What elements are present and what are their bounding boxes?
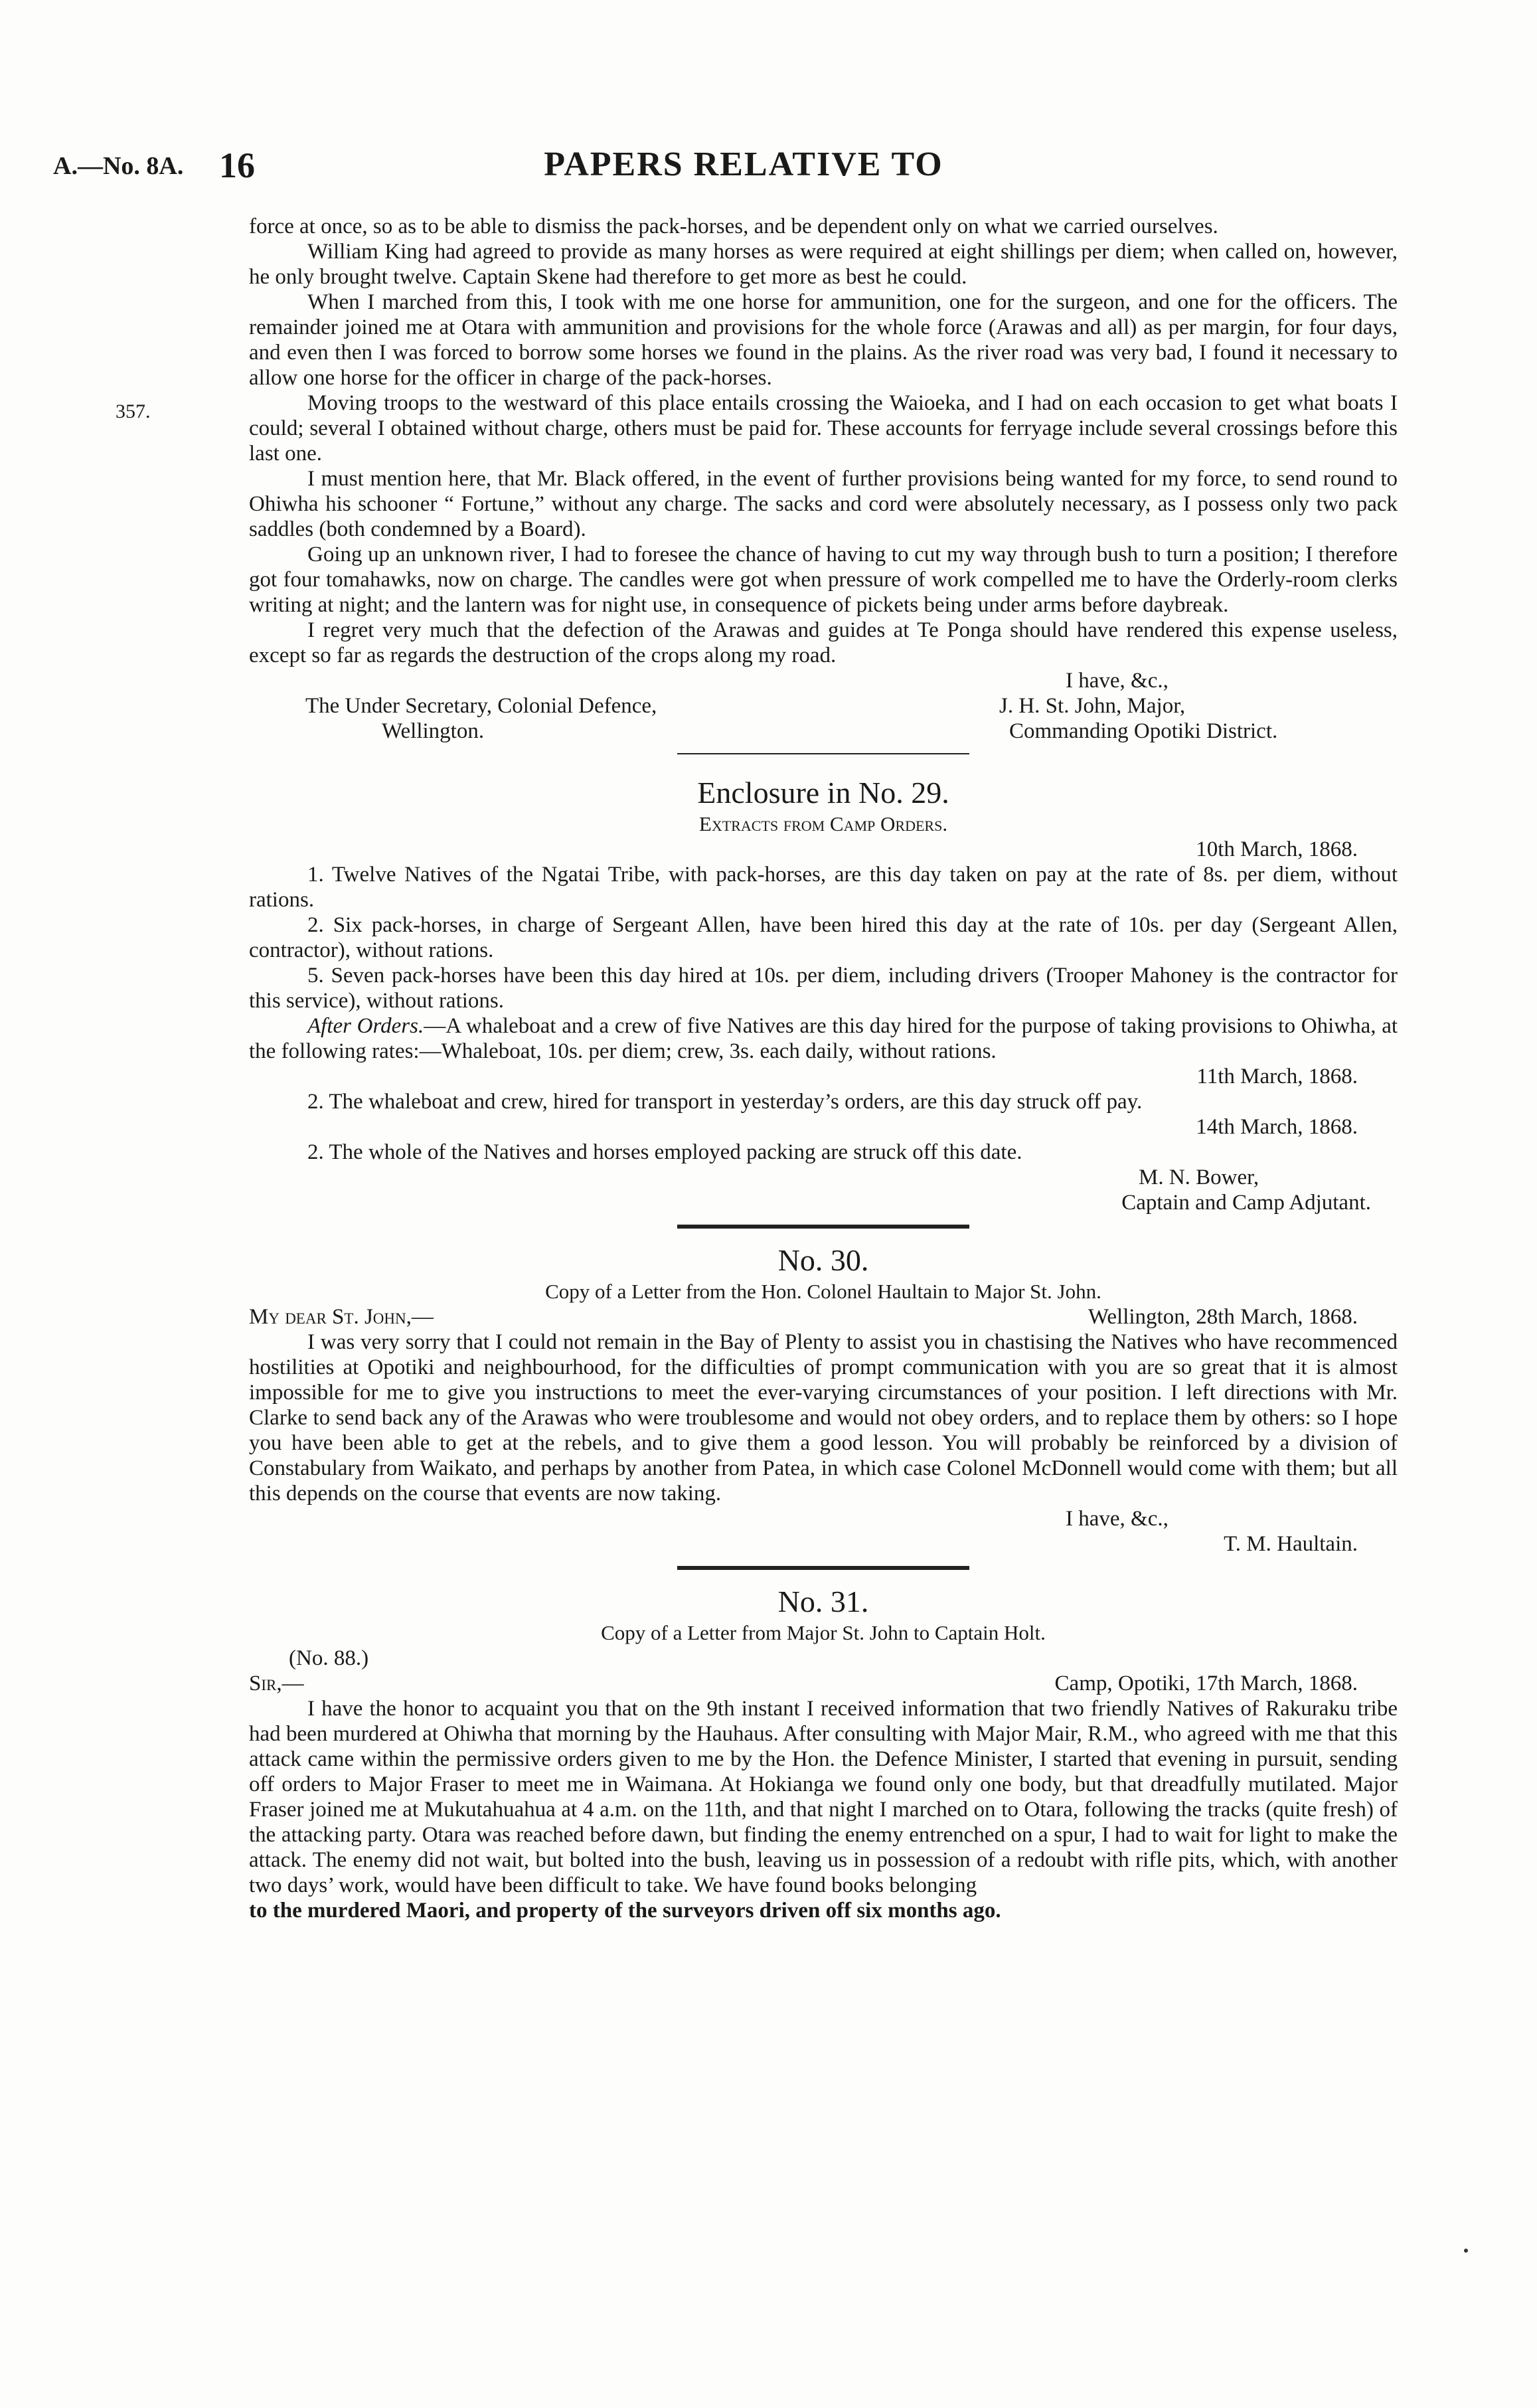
order-item: 2. Six pack-horses, in charge of Sergeant Allen, have been hired this day at the rate of 10s. per day (Sergeant Allen, contractor), without rations. — [249, 913, 1398, 962]
salutation-line — [249, 1304, 1398, 1330]
order-date: 11th March, 1868. — [1196, 1065, 1358, 1088]
section-heading: No. 31. — [777, 1585, 869, 1618]
paragraph: I regret very much that the defection of the Arawas and guides at Te Ponga should have rendered this expense useless, except so far as regards the destruction of the crops along my road. — [249, 618, 1398, 667]
section-subheading: Copy of a Letter from the Hon. Colonel Haultain to Major St. John. — [545, 1280, 1101, 1303]
document-reference: A.—No. 8A. — [53, 152, 184, 180]
order-item: 2. The whaleboat and crew, hired for transport in yesterday’s orders, are this day struck off pay. — [307, 1090, 1143, 1114]
document-body — [249, 214, 1398, 1923]
section-divider — [677, 753, 969, 754]
print-speck — [1464, 2249, 1468, 2253]
paragraph: William King had agreed to provide as many horses as were required at eight shillings per diem; when called on, however, he only brought twelve. Captain Skene had therefore to get more as best he could. — [249, 240, 1398, 289]
signature-name: J. H. St. John, Major, — [999, 694, 1186, 718]
after-orders — [249, 1013, 1398, 1064]
section-divider — [677, 1566, 969, 1570]
running-title: PAPERS RELATIVE TO — [544, 145, 943, 183]
letter-body-end: to the murdered Maori, and property of the surveyors driven off six months ago. — [249, 1899, 1001, 1923]
closing: I have, &c., — [1066, 669, 1169, 693]
place-date: Wellington, 28th March, 1868. — [1088, 1305, 1358, 1329]
section-heading: Enclosure in No. 29. — [697, 776, 949, 810]
order-item: 1. Twelve Natives of the Ngatai Tribe, with pack-horses, are this day taken on pay at the rate of 8s. per diem, without rations. — [249, 863, 1398, 912]
margin-note: 357. — [116, 400, 151, 422]
salutation: Sir,— — [249, 1672, 304, 1695]
section-heading: No. 30. — [777, 1243, 869, 1277]
page-header — [53, 145, 1434, 191]
paragraph: Going up an unknown river, I had to foresee the chance of having to cut my way through bush to turn a position; I therefore got four tomahawks, now on charge. The candles were got when pressure of work compelled me to have the Orderly-room clerks writing at night; and the lantern was for night use, in consequence of pickets being under arms before daybreak. — [249, 543, 1398, 617]
signature-name: M. N. Bower, — [1139, 1165, 1259, 1189]
section-divider — [677, 1225, 969, 1229]
addressee: The Under Secretary, Colonial Defence, — [305, 694, 657, 718]
page-number: 16 — [219, 145, 255, 185]
letter-body: I have the honor to acquaint you that on the 9th instant I received information that two friendly Natives of Rakuraku tribe had been murdered at Ohiwha that morning by the Hauhaus. After consulting with Major Mair, R.M., who agreed with me that this attack came within the permissive orders given to me by the Hon. the Defence Minister, I started that evening in pursuit, sending off orders to Major Fraser to meet me in Waimana. At Hokianga we found only one body, but that dreadfully mutilated. Major Fraser joined me at Mukutahuahua at 4 a.m. on the 11th, and that night I marched on to Otara, following the tracks (quite fresh) of the attacking party. Otara was reached before dawn, but finding the enemy entrenched on a spur, I had to wait for light to make the attack. The enemy did not wait, but bolted into the bush, leaving us in possession of a redoubt with rifle pits, which, with another two days’ work, would have been difficult to take. We have found books belonging — [249, 1697, 1398, 1897]
signature-title: Captain and Camp Adjutant. — [1121, 1191, 1371, 1215]
signature-title: Commanding Opotiki District. — [1009, 719, 1278, 743]
addressee-location: Wellington. — [382, 719, 485, 743]
after-orders-text: —A whaleboat and a crew of five Natives are this day hired for the purpose of taking provisions to Ohiwha, at the following rates:—Whaleboat, 10s. per diem; crew, 3s. each daily, without rations. — [249, 1014, 1398, 1063]
letter-body: I was very sorry that I could not remain in the Bay of Plenty to assist you in chastising the Natives who have recommenced hostilities at Opotiki and neighbourhood, for the difficulties of prompt communication with you are so great that it is almost impossible for me to give you instructions to meet the ever-varying circumstances of your position. I left directions with Mr. Clarke to send back any of the Arawas who were troublesome and would not obey orders, and to replace them by others: so I hope you have been able to get at the rebels, and to give them a good lesson. You will probably be reinforced by a division of Constabulary from Waikato, and perhaps by another from Patea, in which case Colonel McDonnell would come with them; but all this depends on the course that events are now taking. — [249, 1330, 1398, 1505]
closing: I have, &c., — [1066, 1507, 1169, 1531]
order-item: 5. Seven pack-horses have been this day hired at 10s. per diem, including drivers (Trooper Mahoney is the contractor for this service), without rations. — [249, 964, 1398, 1013]
paragraph: I must mention here, that Mr. Black offered, in the event of further provisions being wanted for my force, to send round to Ohiwha his schooner “ Fortune,” without any charge. The sacks and cord were absolutely necessary, as I possess only two pack saddles (both condemned by a Board). — [249, 467, 1398, 541]
section-subheading: Extracts from Camp Orders. — [698, 812, 948, 835]
salutation-line — [249, 1671, 1398, 1696]
paragraph: Moving troops to the westward of this place entails crossing the Waioeka, and I had on each occasion to get what boats I could; several I obtained without charge, others must be paid for. These accounts for ferryage include several crossings before this last one. — [249, 391, 1398, 466]
paragraph: force at once, so as to be able to dismiss the pack-horses, and be dependent only on what we carried ourselves. — [249, 215, 1218, 238]
paragraph: When I marched from this, I took with me one horse for ammunition, one for the surgeon, and one for the officers. The remainder joined me at Otara with ammunition and provisions for the whole force (Arawas and all) as per margin, for four days, and even then I was forced to borrow some horses we found in the plains. As the river road was very bad, I found it necessary to allow one horse for the officer in charge of the pack-horses. — [249, 290, 1398, 390]
order-item: 2. The whole of the Natives and horses employed packing are struck off this date. — [307, 1140, 1022, 1164]
order-date: 10th March, 1868. — [1196, 837, 1358, 861]
after-orders-label: After Orders. — [307, 1014, 424, 1038]
letter-reference: (No. 88.) — [289, 1646, 369, 1670]
order-date: 14th March, 1868. — [1196, 1115, 1358, 1139]
salutation: My dear St. John,— — [249, 1305, 434, 1329]
signature-name: T. M. Haultain. — [1224, 1532, 1358, 1556]
place-date: Camp, Opotiki, 17th March, 1868. — [1054, 1672, 1358, 1695]
signature-block — [249, 693, 1398, 744]
section-subheading: Copy of a Letter from Major St. John to Captain Holt. — [601, 1621, 1046, 1644]
